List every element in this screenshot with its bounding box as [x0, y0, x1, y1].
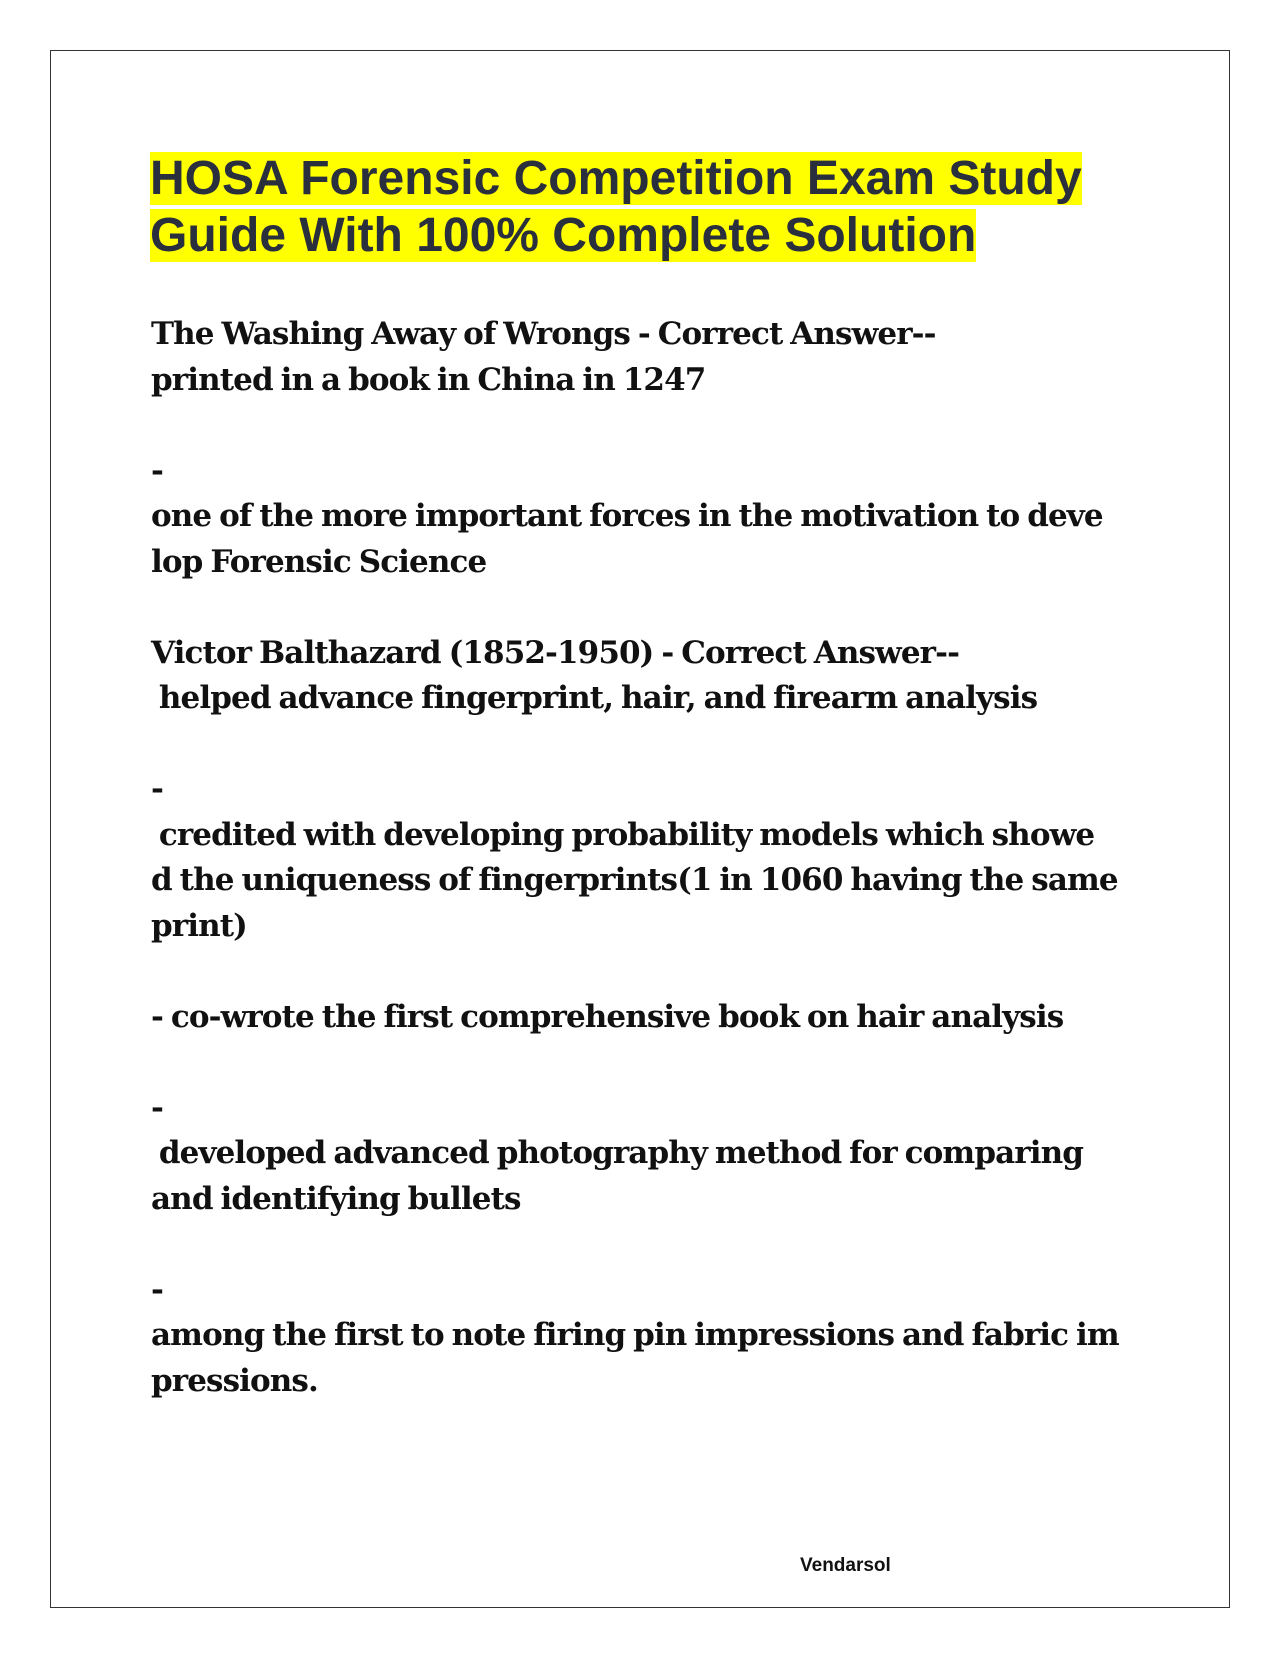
blank-line: [151, 1040, 1141, 1086]
body-text-line: The Washing Away of Wrongs - Correct Answer--: [151, 316, 936, 352]
title-line-2: Guide With 100% Complete Solution: [150, 209, 977, 262]
body-text-line: lop Forensic Science: [151, 543, 487, 580]
body-text-line: Victor Balthazard (1852-1950) - Correct Answer--: [151, 634, 960, 671]
body-text-line: -: [151, 771, 163, 807]
body-text-line: one of the more important forces in the motivation to deve: [151, 498, 1103, 534]
body-text-line: -: [151, 1089, 163, 1126]
footer-vendor-name: Vendarsol: [800, 1555, 891, 1576]
body-text-line: -: [151, 1271, 163, 1308]
body-text-line: and identifying bullets: [151, 1180, 521, 1217]
blank-line: [151, 1222, 1141, 1268]
blank-line: [151, 949, 1141, 995]
document-title: [150, 150, 1150, 264]
blank-line: [151, 585, 1141, 631]
body-text-line: print): [151, 907, 247, 944]
body-text-line: -: [151, 452, 163, 489]
body-text-line: - co-wrote the first comprehensive book on hair analysis: [151, 998, 1064, 1035]
blank-line: [151, 403, 1141, 449]
body-text-line: helped advance fingerprint, hair, and firearm analysis: [151, 680, 1038, 716]
body-text-line: developed advanced photography method for comparing: [151, 1135, 1084, 1171]
body-text-line: d the uniqueness of fingerprints(1 in 1060 having the same: [151, 862, 1118, 898]
blank-line: [151, 722, 1141, 768]
body-text-line: pressions.: [151, 1362, 318, 1399]
body-text-line: among the first to note firing pin impressions and fabric im: [151, 1317, 1119, 1353]
body-text-line: printed in a book in China in 1247: [151, 361, 706, 398]
title-line-1: HOSA Forensic Competition Exam Study: [150, 152, 1082, 205]
body-text-line: credited with developing probability models which showe: [151, 816, 1095, 853]
document-body: [151, 312, 1141, 1404]
